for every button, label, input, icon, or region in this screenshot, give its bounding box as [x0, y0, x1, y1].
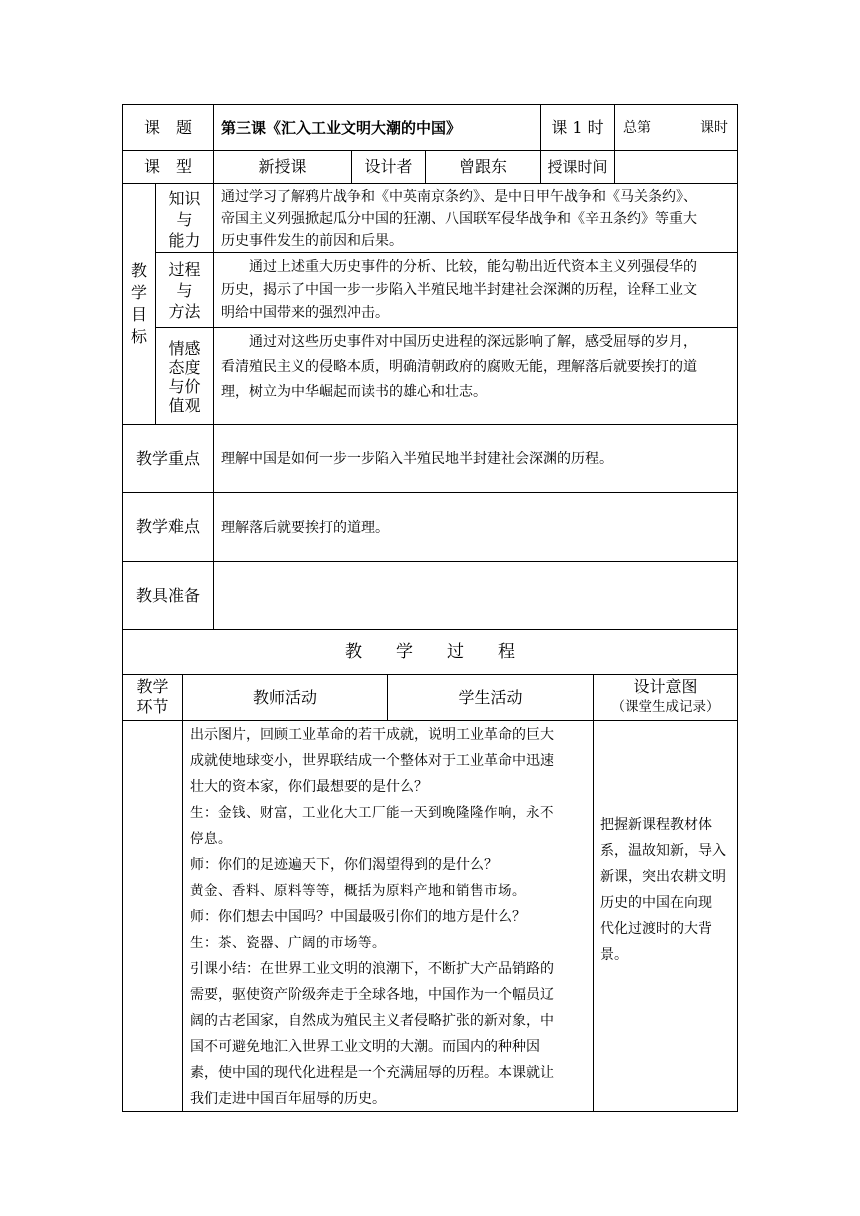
time-label: 授课时间: [547, 158, 608, 176]
stage-column-header: 教学 环节: [136, 677, 169, 716]
design-intent: 把握新课程教材体 系，温故知新，导入 新课，突出农耕文明 历史的中国在向现 代化过渡时的大背 景。: [600, 817, 726, 963]
student-column-header: 学生活动: [458, 687, 523, 707]
objective-values-name: 情感 态度 与价 值观: [168, 339, 201, 415]
materials-label: 教具准备: [135, 585, 200, 605]
designer-value: 曾跟东: [458, 157, 507, 176]
objective-values-text: 通过对这些历史事件对中国历史进程的深远影响了解，感受屈辱的岁月， 看清殖民主义的侵略本质，明确清朝政府的腐败无能，理解落后就要挨打的道 理，树立为中华崛起而读书的雄心和壮志。: [221, 334, 697, 400]
designer-label: 设计者: [364, 157, 413, 176]
total-suffix: 课时: [700, 120, 728, 136]
objective-method-name: 过程 与 方法: [168, 260, 201, 321]
difficulty-value: 理解落后就要挨打的道理。: [221, 520, 389, 536]
time-value: [615, 151, 737, 183]
total-label: 总第: [623, 120, 651, 136]
topic-value: 第三课《汇入工业文明大潮的中国》: [221, 119, 462, 137]
teacher-activity: 出示图片，回顾工业革命的若干成就，说明工业革命的巨大 成就使地球变小，世界联结成一个整体对于工业革命中迅速 壮大的资本家，你们最想要的是什么？ 生：金钱、财富，工业化大工厂能一天到晚隆隆作响，永不 停息。 师：你们的足迹遍天下，你们渴望得到的是什么？ 黄金、香料、原料等等，概括为原料产地和销售市场。 师：你们想去中国吗？中国最吸引你们的地方是什么？ 生：茶、瓷器、广阔的市场等。 引课小结：在世界工业文明的浪潮下，不断扩大产品销路的 需要，驱使资产阶级奔走于全球各地，中国作为一个幅员辽 阔的古老国家，自然成为殖民主义者侵略扩张的新对象，中 国不可避免地汇入世界工业文明的大潮。而国内的种种因 素，使中国的现代化进程是一个充满屈辱的历程。本课就让 我们走进中国百年屈辱的历史。: [190, 727, 554, 1107]
type-label: 课 型: [143, 157, 192, 176]
teacher-column-header: 教师活动: [252, 687, 317, 707]
process-title: 教 学 过 程: [345, 642, 515, 662]
objective-knowledge-text: 通过学习了解鸦片战争和《中英南京条约》、是中日甲午战争和《马关条约》、 帝国主义列强掀起瓜分中国的狂潮、八国联军侵华战争和《辛丑条约》等重大 历史事件发生的前因和后果。: [221, 189, 697, 249]
objectives-label: 教 学 目 标: [130, 261, 147, 346]
topic-label: 课 题: [143, 117, 192, 137]
objective-method-text: 通过上述重大历史事件的分析、比较，能勾勒出近代资本主义列强侵华的 历史，揭示了中国一步一步陷入半殖民地半封建社会深渊的历程，诠释工业文 明给中国带来的强烈冲击。: [221, 259, 697, 321]
objective-knowledge-name: 知识 与 能力: [168, 189, 201, 250]
hours-label: 课 1 时: [551, 117, 604, 137]
type-value: 新授课: [258, 157, 307, 176]
key-point-value: 理解中国是如何一步一步陷入半殖民地半封建社会深渊的历程。: [221, 451, 613, 467]
difficulty-label: 教学难点: [135, 517, 200, 536]
design-column-header: 设计意图 （课堂生成记录）: [611, 677, 720, 715]
key-point-label: 教学重点: [135, 448, 200, 468]
